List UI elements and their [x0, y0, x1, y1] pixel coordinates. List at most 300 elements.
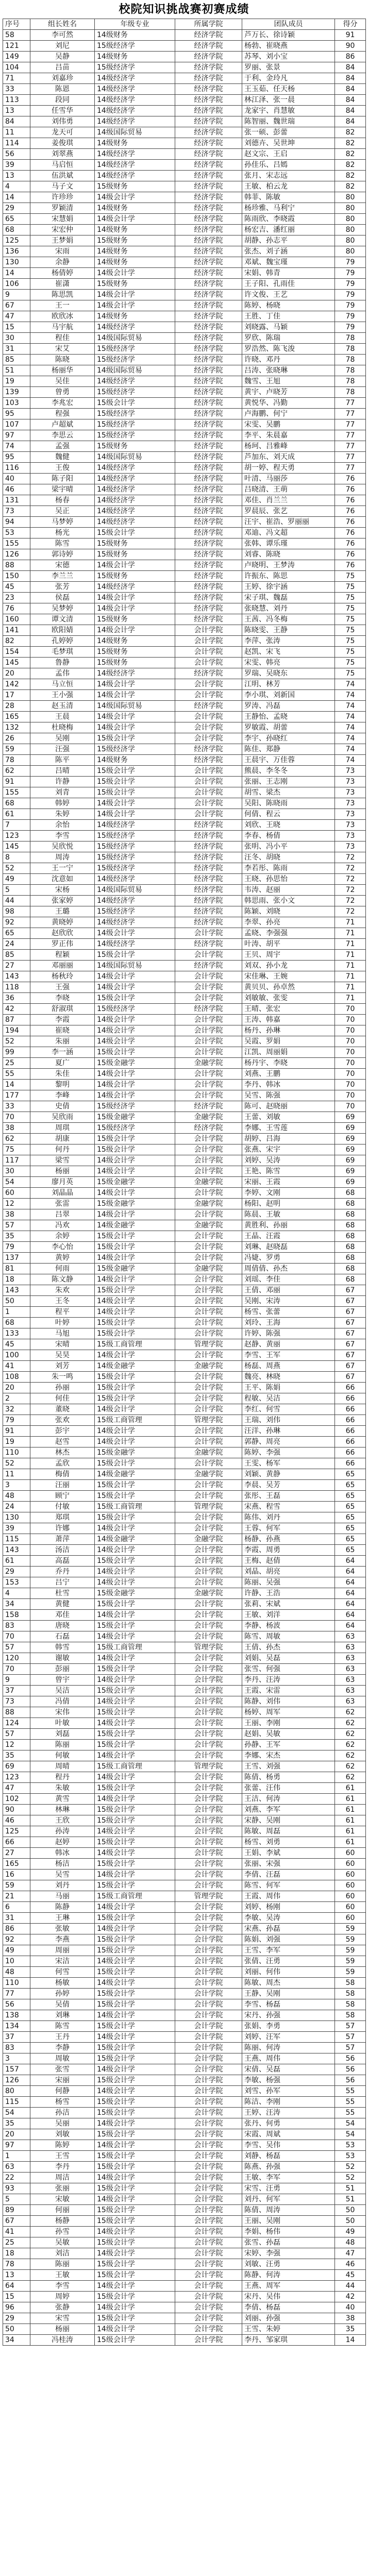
- table-row: [3, 2292, 366, 2302]
- table-row: [3, 722, 366, 733]
- cell-rank: 104: [3, 62, 30, 73]
- cell-score: 79: [335, 311, 366, 322]
- cell-grade-major: 14级会计学: [95, 1675, 175, 1686]
- table-row: [3, 1231, 366, 1242]
- cell-team-leader: 马启恒: [30, 160, 95, 171]
- cell-grade-major: 15级财务: [95, 549, 175, 560]
- cell-rank: 14: [3, 268, 30, 279]
- cell-rank: 36: [3, 993, 30, 1004]
- cell-rank: 92: [3, 917, 30, 928]
- cell-college: 会计学院: [175, 1675, 242, 1686]
- cell-rank: 76: [3, 603, 30, 614]
- table-header-row: [3, 19, 366, 30]
- cell-rank: 108: [3, 1372, 30, 1383]
- cell-score: 40: [335, 2302, 366, 2313]
- table-row: [3, 290, 366, 300]
- cell-team-members: 龙家宇、肖慧敏: [242, 106, 335, 116]
- table-row: [3, 1004, 366, 1015]
- cell-team-leader: 周晴: [30, 1761, 95, 1772]
- cell-team-leader: 何雪: [30, 1967, 95, 1978]
- cell-score: 70: [335, 1069, 366, 1080]
- cell-grade-major: 15级经济学: [95, 430, 175, 441]
- cell-college: 经济学院: [175, 863, 242, 874]
- cell-team-members: 芦加东、刘天成: [242, 452, 335, 463]
- cell-grade-major: 14级经济学: [95, 463, 175, 474]
- cell-score: 80: [335, 225, 366, 235]
- cell-college: 会计学院: [175, 1826, 242, 1837]
- cell-grade-major: 15级金融学: [95, 1447, 175, 1458]
- cell-score: 84: [335, 73, 366, 84]
- cell-grade-major: 14级会计学: [95, 625, 175, 636]
- cell-team-members: 刘娟、吴磊: [242, 1653, 335, 1664]
- cell-college: 经济学院: [175, 225, 242, 235]
- cell-rank: 13: [3, 2270, 30, 2281]
- cell-rank: 78: [3, 2259, 30, 2270]
- cell-rank: 41: [3, 2227, 30, 2237]
- table-row: [3, 1101, 366, 1112]
- cell-rank: 38: [3, 1209, 30, 1220]
- cell-rank: 41: [3, 1361, 30, 1372]
- table-row: [3, 419, 366, 430]
- cell-score: 76: [335, 538, 366, 549]
- cell-team-members: 熊晨、李冬冬: [242, 766, 335, 777]
- table-row: [3, 1621, 366, 1631]
- cell-team-leader: 王丹: [30, 2032, 95, 2043]
- cell-college: 经济学院: [175, 885, 242, 896]
- cell-college: 会计学院: [175, 1934, 242, 1945]
- cell-rank: 116: [3, 463, 30, 474]
- cell-score: 63: [335, 1696, 366, 1707]
- cell-grade-major: 14级经济学: [95, 582, 175, 593]
- cell-college: 会计学院: [175, 1989, 242, 1999]
- cell-grade-major: 14级会计学: [95, 1696, 175, 1707]
- cell-score: 60: [335, 1880, 366, 1891]
- cell-score: 74: [335, 701, 366, 712]
- cell-grade-major: 15级工商管理: [95, 1761, 175, 1772]
- cell-college: 会计学院: [175, 982, 242, 993]
- cell-grade-major: 14级会计学: [95, 1307, 175, 1318]
- cell-team-members: 张晓慧、刘丹: [242, 603, 335, 614]
- cell-team-members: 刘丽、何伟: [242, 1967, 335, 1978]
- cell-rank: 3: [3, 2053, 30, 2064]
- cell-rank: 47: [3, 1783, 30, 1794]
- table-row: [3, 1090, 366, 1101]
- cell-grade-major: 14级会计学: [95, 982, 175, 993]
- table-row: [3, 538, 366, 549]
- table-row: [3, 84, 366, 95]
- cell-rank: 83: [3, 1621, 30, 1631]
- cell-grade-major: 14级经济学: [95, 116, 175, 127]
- cell-college: 会计学院: [175, 1848, 242, 1859]
- cell-score: 77: [335, 409, 366, 419]
- cell-team-members: 陈雪、何军: [242, 1880, 335, 1891]
- cell-team-leader: 王雪: [30, 2151, 95, 2162]
- cell-team-members: 王蕾、刘敏: [242, 1112, 335, 1123]
- cell-rank: 1: [3, 1307, 30, 1318]
- table-row: [3, 409, 366, 419]
- table-row: [3, 171, 366, 181]
- cell-score: 54: [335, 2129, 366, 2140]
- cell-team-leader: 宋晴: [30, 1339, 95, 1350]
- cell-team-members: 卢海鹏、何宁: [242, 409, 335, 419]
- cell-score: 61: [335, 1826, 366, 1837]
- cell-team-members: 江凯、周丽娟: [242, 1047, 335, 1058]
- cell-team-members: 张韩、谭乐瑾: [242, 538, 335, 549]
- cell-college: 会计学院: [175, 1999, 242, 2010]
- cell-team-leader: 吕晴: [30, 766, 95, 777]
- table-row: [3, 885, 366, 896]
- cell-score: 67: [335, 1339, 366, 1350]
- cell-score: 76: [335, 495, 366, 506]
- cell-rank: 165: [3, 1859, 30, 1870]
- cell-team-leader: 汤洁: [30, 1545, 95, 1556]
- cell-rank: 143: [3, 971, 30, 982]
- cell-college: 经济学院: [175, 290, 242, 300]
- cell-score: 65: [335, 1480, 366, 1491]
- table-row: [3, 625, 366, 636]
- cell-team-members: 宋静、吴刚: [242, 1815, 335, 1826]
- cell-college: 会计学院: [175, 1599, 242, 1610]
- cell-team-members: 陈雨欣、李晓霞: [242, 214, 335, 225]
- cell-team-members: 陈佳、郑静: [242, 744, 335, 755]
- cell-team-members: 叶涛、胡平: [242, 939, 335, 950]
- cell-grade-major: 14级财务: [95, 203, 175, 214]
- cell-rank: 177: [3, 1090, 30, 1101]
- cell-rank: 100: [3, 1350, 30, 1361]
- cell-college: 金融学院: [175, 1361, 242, 1372]
- cell-rank: 20: [3, 2129, 30, 2140]
- cell-team-leader: 董晓: [30, 1404, 95, 1415]
- cell-grade-major: 14级经济学: [95, 917, 175, 928]
- cell-team-members: 陈倩、杨勇: [242, 1772, 335, 1783]
- table-row: [3, 398, 366, 409]
- cell-team-leader: 程丹: [30, 1772, 95, 1783]
- cell-score: 67: [335, 1318, 366, 1328]
- cell-team-leader: 周敏: [30, 2053, 95, 2064]
- table-row: [3, 1577, 366, 1588]
- cell-grade-major: 14级会计学: [95, 1296, 175, 1307]
- cell-college: 会计学院: [175, 1740, 242, 1750]
- cell-rank: 2: [3, 1393, 30, 1404]
- cell-team-leader: 许珍珍: [30, 192, 95, 203]
- cell-score: 46: [335, 2259, 366, 2270]
- cell-team-members: 汪宇、崔浩、罗丽丽: [242, 517, 335, 528]
- cell-college: 经济学院: [175, 333, 242, 344]
- cell-grade-major: 14级会计学: [95, 2227, 175, 2237]
- cell-college: 会计学院: [175, 636, 242, 647]
- cell-score: 75: [335, 603, 366, 614]
- cell-team-leader: 杜雪: [30, 1588, 95, 1599]
- cell-grade-major: 14级会计学: [95, 593, 175, 603]
- cell-team-leader: 崔潇: [30, 279, 95, 290]
- cell-grade-major: 15级财务: [95, 571, 175, 582]
- cell-rank: 78: [3, 755, 30, 766]
- cell-score: 74: [335, 679, 366, 690]
- cell-college: 会计学院: [175, 1567, 242, 1577]
- cell-college: 会计学院: [175, 2259, 242, 2270]
- cell-team-members: 李丹、韩冰: [242, 1080, 335, 1090]
- cell-team-members: 胡雪、梁杰: [242, 787, 335, 798]
- cell-grade-major: 14级财务: [95, 138, 175, 149]
- cell-grade-major: 14级会计学: [95, 1610, 175, 1621]
- table-row: [3, 495, 366, 506]
- cell-team-leader: 谢敏: [30, 1653, 95, 1664]
- cell-team-leader: 宋伟: [30, 1707, 95, 1718]
- cell-team-members: 胡一婷、程天勇: [242, 463, 335, 474]
- cell-grade-major: 14级经济学: [95, 896, 175, 906]
- cell-score: 51: [335, 2183, 366, 2194]
- cell-rank: 30: [3, 333, 30, 344]
- cell-college: 会计学院: [175, 1458, 242, 1469]
- table-row: [3, 874, 366, 885]
- cell-score: 65: [335, 1469, 366, 1480]
- cell-team-members: 李娟、杨伟: [242, 2227, 335, 2237]
- cell-rank: 14: [3, 1080, 30, 1090]
- cell-team-leader: 孟强: [30, 441, 95, 452]
- cell-grade-major: 14级经济学: [95, 149, 175, 160]
- cell-college: 金融学院: [175, 1469, 242, 1480]
- cell-team-leader: 朱一鸣: [30, 1372, 95, 1383]
- cell-grade-major: 14级国际贸易: [95, 701, 175, 712]
- cell-grade-major: 14级财务: [95, 225, 175, 235]
- cell-score: 71: [335, 993, 366, 1004]
- table-row: [3, 1361, 366, 1372]
- cell-grade-major: 14级经济学: [95, 160, 175, 171]
- cell-score: 67: [335, 1328, 366, 1339]
- cell-team-members: 李萍、张涛: [242, 636, 335, 647]
- cell-team-members: 王洁、何涛: [242, 1794, 335, 1805]
- cell-team-members: 刘婷、汪军: [242, 2032, 335, 2043]
- cell-college: 经济学院: [175, 755, 242, 766]
- cell-college: 经济学院: [175, 441, 242, 452]
- cell-score: 77: [335, 441, 366, 452]
- cell-grade-major: 15级经济学: [95, 841, 175, 852]
- cell-grade-major: 15级会计学: [95, 1242, 175, 1253]
- table-row: [3, 1761, 366, 1772]
- cell-score: 63: [335, 1686, 366, 1696]
- cell-team-members: 杨婷、周军: [242, 1707, 335, 1718]
- cell-team-members: 吕涛、张晓琳: [242, 365, 335, 376]
- cell-team-members: 王婷、汪涛: [242, 2108, 335, 2118]
- cell-rank: 74: [3, 441, 30, 452]
- cell-rank: 67: [3, 2216, 30, 2227]
- cell-rank: 68: [3, 798, 30, 809]
- cell-score: 53: [335, 2140, 366, 2151]
- cell-team-members: 王静怡、孟晓: [242, 712, 335, 722]
- cell-team-members: 张月、宋志远: [242, 171, 335, 181]
- cell-team-members: 黄宇、卢晓芳: [242, 387, 335, 398]
- cell-team-members: 张彤、王磊: [242, 1491, 335, 1502]
- table-row: [3, 1848, 366, 1859]
- cell-rank: 20: [3, 668, 30, 679]
- cell-score: 78: [335, 333, 366, 344]
- cell-grade-major: 14级会计学: [95, 971, 175, 982]
- table-row: [3, 1945, 366, 1956]
- cell-score: 76: [335, 474, 366, 484]
- cell-rank: 160: [3, 614, 30, 625]
- cell-team-leader: 张丽: [30, 2183, 95, 2194]
- cell-team-members: 王敏、李军: [242, 2173, 335, 2183]
- cell-college: 会计学院: [175, 1015, 242, 1025]
- cell-rank: 45: [3, 582, 30, 593]
- cell-score: 67: [335, 1372, 366, 1383]
- cell-college: 经济学院: [175, 235, 242, 246]
- cell-team-members: 张燕、宋宇: [242, 1144, 335, 1155]
- cell-team-members: 李雪、杨磊: [242, 1999, 335, 2010]
- cell-rank: 34: [3, 2335, 30, 2346]
- cell-college: 会计学院: [175, 2086, 242, 2097]
- cell-rank: 136: [3, 246, 30, 257]
- cell-grade-major: 14级财务: [95, 246, 175, 257]
- cell-team-members: 韩思雨、张小文: [242, 896, 335, 906]
- cell-score: 59: [335, 1924, 366, 1934]
- cell-score: 59: [335, 1945, 366, 1956]
- cell-team-leader: 孟伟: [30, 668, 95, 679]
- table-row: [3, 1339, 366, 1350]
- cell-team-members: 王霞、周伟: [242, 1891, 335, 1902]
- table-row: [3, 1491, 366, 1502]
- cell-college: 经济学院: [175, 365, 242, 376]
- cell-college: 会计学院: [175, 2313, 242, 2324]
- cell-rank: 126: [3, 2075, 30, 2086]
- cell-rank: 56: [3, 149, 30, 160]
- cell-team-members: 王静、吴刚: [242, 1989, 335, 1999]
- cell-team-members: 王贝、周宇: [242, 950, 335, 961]
- cell-score: 70: [335, 1015, 366, 1025]
- cell-grade-major: 15级会计学: [95, 2292, 175, 2302]
- cell-college: 经济学院: [175, 181, 242, 192]
- cell-team-members: 李若彤、陈雨: [242, 863, 335, 874]
- cell-team-members: 杨丹、孙琳: [242, 1025, 335, 1036]
- cell-team-leader: 王璐: [30, 906, 95, 917]
- cell-rank: 130: [3, 1512, 30, 1523]
- cell-rank: 126: [3, 549, 30, 560]
- cell-rank: 75: [3, 1144, 30, 1155]
- cell-team-members: 罗瑞、吴晓东: [242, 668, 335, 679]
- table-row: [3, 300, 366, 311]
- cell-team-members: 陈敏、周杰: [242, 1978, 335, 1989]
- cell-grade-major: 14级会计学: [95, 1209, 175, 1220]
- cell-college: 会计学院: [175, 2270, 242, 2281]
- cell-team-members: 王雪、朱婷: [242, 2324, 335, 2335]
- cell-team-leader: 吴正: [30, 506, 95, 517]
- cell-college: 经济学院: [175, 30, 242, 41]
- table-row: [3, 1372, 366, 1383]
- cell-score: 68: [335, 1209, 366, 1220]
- table-row: [3, 2043, 366, 2053]
- cell-team-members: 孙佳乐、吕嫣: [242, 160, 335, 171]
- cell-team-members: 李小琪、刘新国: [242, 690, 335, 701]
- table-row: [3, 1469, 366, 1480]
- cell-college: 会计学院: [175, 1285, 242, 1296]
- cell-score: 79: [335, 268, 366, 279]
- cell-college: 金融学院: [175, 1220, 242, 1231]
- cell-rank: 79: [3, 1415, 30, 1426]
- cell-grade-major: 15级会计学: [95, 1729, 175, 1740]
- cell-rank: 91: [3, 1426, 30, 1437]
- cell-team-leader: 罗颖清: [30, 203, 95, 214]
- cell-score: 67: [335, 1361, 366, 1372]
- table-row: [3, 2064, 366, 2075]
- cell-team-members: 许晓、邓丹: [242, 355, 335, 365]
- cell-team-leader: 张雷: [30, 1199, 95, 1209]
- table-row: [3, 787, 366, 798]
- table-row: [3, 214, 366, 225]
- cell-team-leader: 余怡: [30, 820, 95, 831]
- cell-college: 会计学院: [175, 2302, 242, 2313]
- cell-score: 65: [335, 1523, 366, 1534]
- cell-score: 63: [335, 1653, 366, 1664]
- cell-team-members: 王晓、孙思怡: [242, 874, 335, 885]
- cell-rank: 19: [3, 1437, 30, 1447]
- table-row: [3, 1047, 366, 1058]
- cell-rank: 52: [3, 1458, 30, 1469]
- table-row: [3, 863, 366, 874]
- cell-score: 73: [335, 831, 366, 841]
- cell-college: 会计学院: [175, 1242, 242, 1253]
- cell-grade-major: 14级经济学: [95, 874, 175, 885]
- cell-rank: 34: [3, 1599, 30, 1610]
- table-row: [3, 1870, 366, 1880]
- cell-team-leader: 余婷: [30, 1231, 95, 1242]
- cell-team-leader: 乔丹: [30, 1567, 95, 1577]
- cell-college: 会计学院: [175, 1404, 242, 1415]
- cell-grade-major: 15级金融学: [95, 1199, 175, 1209]
- cell-college: 会计学院: [175, 1815, 242, 1826]
- cell-score: 68: [335, 1274, 366, 1285]
- cell-score: 66: [335, 1426, 366, 1437]
- cell-score: 73: [335, 766, 366, 777]
- cell-grade-major: 15级会计学: [95, 1815, 175, 1826]
- cell-team-leader: 赵欣欣: [30, 928, 95, 939]
- table-row: [3, 1307, 366, 1318]
- cell-college: 经济学院: [175, 582, 242, 593]
- cell-college: 管理学院: [175, 1761, 242, 1772]
- cell-team-leader: 刘伟勇: [30, 116, 95, 127]
- table-row: [3, 1144, 366, 1155]
- cell-grade-major: 15级会计学: [95, 1231, 175, 1242]
- cell-rank: 99: [3, 1047, 30, 1058]
- cell-rank: 5: [3, 885, 30, 896]
- cell-team-members: 张一硕、彭蕾: [242, 127, 335, 138]
- cell-rank: 56: [3, 1999, 30, 2010]
- cell-score: 72: [335, 863, 366, 874]
- cell-rank: 83: [3, 2043, 30, 2053]
- table-row: [3, 355, 366, 365]
- table-row: [3, 1642, 366, 1653]
- cell-team-leader: 林杰: [30, 1447, 95, 1458]
- cell-rank: 149: [3, 52, 30, 62]
- cell-team-members: 黄贝贝、孙卓然: [242, 982, 335, 993]
- cell-team-members: 黄悦华、冯勤: [242, 398, 335, 409]
- cell-grade-major: 15级工商管理: [95, 1339, 175, 1350]
- cell-grade-major: 14级会计学: [95, 1036, 175, 1047]
- cell-score: 69: [335, 1134, 366, 1144]
- cell-team-leader: 朱欢: [30, 1285, 95, 1296]
- cell-team-members: 宋佳琳、王婉: [242, 971, 335, 982]
- cell-college: 经济学院: [175, 820, 242, 831]
- cell-score: 84: [335, 62, 366, 73]
- cell-rank: 50: [3, 2324, 30, 2335]
- cell-team-leader: 吴敏: [30, 2237, 95, 2248]
- cell-score: 75: [335, 647, 366, 658]
- table-row: [3, 2248, 366, 2259]
- cell-team-leader: 曾勇: [30, 387, 95, 398]
- cell-rank: 52: [3, 863, 30, 874]
- cell-grade-major: 14级国际贸易: [95, 452, 175, 463]
- table-row: [3, 1274, 366, 1285]
- cell-team-leader: 程平: [30, 1307, 95, 1318]
